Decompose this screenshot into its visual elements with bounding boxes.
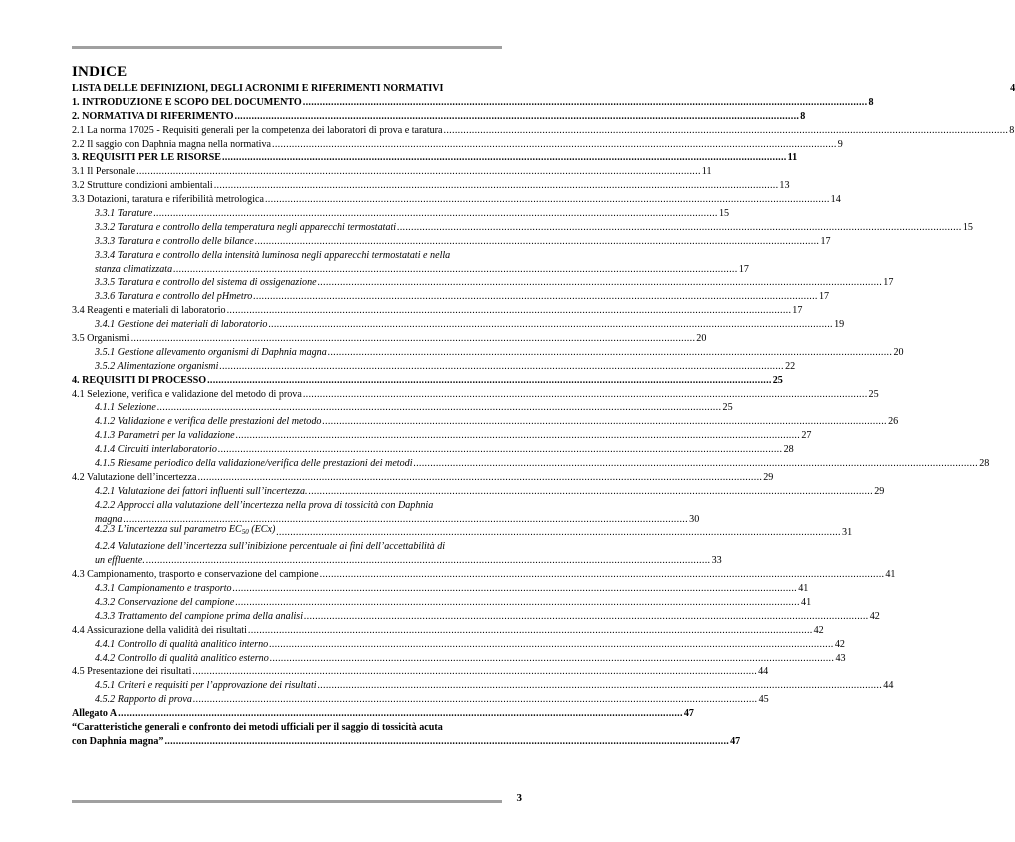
toc-entry-label: 4.1 Selezione, verifica e validazione del metodo di prova xyxy=(72,388,302,400)
leader-dots xyxy=(248,624,813,638)
toc-entry-label: 3.3.2 Taratura e controllo della temperatura negli apparecchi termostatati xyxy=(95,221,397,233)
leader-dots xyxy=(265,193,830,207)
toc-entry[interactable] xyxy=(72,179,790,193)
toc-entry[interactable] xyxy=(72,124,1015,138)
toc-page-number: 44 xyxy=(883,680,894,692)
toc-page-number: 17 xyxy=(818,291,830,303)
toc-entry[interactable] xyxy=(72,235,831,249)
toc-entry-label: con Daphnia magna” xyxy=(72,735,164,747)
toc-page-number: 20 xyxy=(893,346,904,358)
leader-dots xyxy=(136,165,701,179)
toc-entry-label[interactable]: 4.2.4 Valutazione dell’incertezza sull’inibizione percentuale ai fini dell’accettabilità di xyxy=(95,541,446,553)
toc-entry-label: 4.5.2 Rapporto di prova xyxy=(95,694,192,706)
toc-page-number: 19 xyxy=(834,319,845,331)
toc-entry[interactable] xyxy=(72,610,880,624)
leader-dots xyxy=(320,568,885,582)
toc-entry[interactable] xyxy=(72,276,894,290)
toc-entry-label: 4.3.1 Campionamento e trasporto xyxy=(95,583,232,595)
toc-page-number: 28 xyxy=(783,444,794,456)
leader-dots xyxy=(207,374,772,388)
toc-page-number: 29 xyxy=(763,471,774,483)
toc-page-number: 33 xyxy=(711,555,722,567)
top-rule xyxy=(72,46,502,49)
toc-entry-label: 3.4 Reagenti e materiali di laboratorio xyxy=(72,305,226,317)
toc-entry-label: 1. INTRODUZIONE E SCOPO DEL DOCUMENTO xyxy=(72,96,302,108)
toc-entry-label: 2.2 Il saggio con Daphnia magna nella normativa xyxy=(72,138,272,150)
toc-page-number: 25 xyxy=(722,402,733,414)
leader-dots xyxy=(303,388,868,402)
leader-dots xyxy=(164,735,729,749)
toc-entry[interactable] xyxy=(72,679,894,693)
toc-entry[interactable] xyxy=(72,332,707,346)
toc-page-number: 17 xyxy=(792,305,803,317)
toc-entry[interactable] xyxy=(72,360,796,374)
toc-page-number: 26 xyxy=(888,416,899,428)
leader-dots xyxy=(303,96,868,110)
toc-entry-label: 4.1.1 Selezione xyxy=(95,402,156,414)
toc-entry-label: LISTA DELLE DEFINIZIONI, DEGLI ACRONIMI E RIFERIMENTI NORMATIVI xyxy=(72,82,444,94)
page-number: 3 xyxy=(516,792,522,804)
toc-entry[interactable] xyxy=(72,263,749,277)
leader-dots xyxy=(444,124,1009,138)
leader-dots xyxy=(233,582,798,596)
toc-entry[interactable] xyxy=(72,554,722,568)
toc-page-number: 28 xyxy=(979,458,990,470)
leader-dots xyxy=(146,554,711,568)
toc-entry[interactable] xyxy=(72,568,896,582)
leader-dots xyxy=(270,652,835,666)
toc-entry[interactable] xyxy=(72,346,904,360)
toc-entry[interactable] xyxy=(72,471,774,485)
toc-page-number: 17 xyxy=(883,277,894,289)
toc-entry-label: 3.3.5 Taratura e controllo del sistema di ossigenazione xyxy=(95,277,317,289)
leader-dots xyxy=(157,401,722,415)
toc-entry[interactable] xyxy=(72,96,874,110)
leader-dots xyxy=(309,485,874,499)
toc-entry-label: 4.4.2 Controllo di qualità analitico esterno xyxy=(95,652,269,664)
toc-page-number: 41 xyxy=(885,569,896,581)
toc-entry-label: 3. REQUISITI PER LE RISORSE xyxy=(72,152,221,164)
leader-dots xyxy=(328,346,893,360)
leader-dots xyxy=(198,471,763,485)
leader-dots xyxy=(118,707,683,721)
toc-entry-label: 4.1.2 Validazione e verifica delle prestazioni del metodo xyxy=(95,416,322,428)
toc-page-number: 42 xyxy=(869,610,880,622)
toc-page-number: 43 xyxy=(835,652,846,664)
leader-dots xyxy=(322,415,887,429)
toc-entry-label: 4.5 Presentazione dei risultati xyxy=(72,666,192,678)
leader-dots xyxy=(236,429,801,443)
toc-entry[interactable] xyxy=(72,582,809,596)
leader-dots xyxy=(218,443,783,457)
leader-dots xyxy=(235,110,800,124)
toc-page-number: 47 xyxy=(730,735,741,747)
toc-page-number: 42 xyxy=(813,624,824,636)
toc-entry[interactable] xyxy=(72,138,843,152)
toc-entry[interactable] xyxy=(72,707,694,721)
toc-entry[interactable] xyxy=(72,624,824,638)
page-title: INDICE xyxy=(72,64,128,80)
toc-page-number: 8 xyxy=(800,110,806,122)
toc-entry[interactable] xyxy=(72,652,846,666)
toc-entry-label: 4.1.5 Riesame periodico della validazione/verifica delle prestazioni dei metodi xyxy=(95,458,413,470)
toc-page-number: 29 xyxy=(874,485,885,497)
leader-dots xyxy=(318,276,883,290)
toc-entry-label: 3.5 Organismi xyxy=(72,333,130,345)
toc-entry-label: 3.3.3 Taratura e controllo delle bilance xyxy=(95,235,254,247)
toc-entry-label: 4.2.3 L’incertezza sul parametro $EC_{50}$ (ECx) xyxy=(95,524,276,537)
toc-entry-label: 4.4 Assicurazione della validità dei risultati xyxy=(72,624,247,636)
leader-dots xyxy=(268,318,833,332)
toc-page-number: 17 xyxy=(820,235,831,247)
toc-entry[interactable] xyxy=(72,693,769,707)
toc-entry-label: 4.4.1 Controllo di qualità analitico interno xyxy=(95,638,269,650)
toc-page-number: 8 xyxy=(868,96,874,108)
toc-page-number: 20 xyxy=(696,333,707,345)
toc-entry-label: 4. REQUISITI DI PROCESSO xyxy=(72,374,207,386)
toc-entry-label: 2.1 La norma 17025 - Requisiti generali per la competenza dei laboratori di prova e taratura xyxy=(72,124,443,136)
toc-entry[interactable] xyxy=(72,485,885,499)
leader-dots xyxy=(235,596,800,610)
toc-entry-label: 3.5.2 Alimentazione organismi xyxy=(95,360,219,372)
toc-entry-label: 4.5.1 Criteri e requisiti per l’approvazione dei risultati xyxy=(95,680,317,692)
toc-entry[interactable] xyxy=(72,457,990,471)
subscript: 50 xyxy=(241,528,249,537)
toc-page-number: 30 xyxy=(689,513,700,525)
toc-entry-label[interactable]: “Caratteristiche generali e confronto dei metodi ufficiali per il saggio di tossicità acuta xyxy=(72,721,443,733)
toc-entry-label: 3.3 Dotazioni, taratura e riferibilità metrologica xyxy=(72,194,264,206)
toc-entry[interactable] xyxy=(72,221,973,235)
toc-entry-label[interactable]: 3.3.4 Taratura e controllo della intensità luminosa negli apparecchi termostatati e nella xyxy=(95,249,451,261)
toc-entry-label: 3.2 Strutture condizioni ambientali xyxy=(72,180,213,192)
toc-entry[interactable] xyxy=(72,429,812,443)
leader-dots xyxy=(173,263,738,277)
toc-page-number: 8 xyxy=(1009,124,1015,136)
toc-entry[interactable] xyxy=(72,443,794,457)
leader-dots xyxy=(214,179,779,193)
toc-page-number: 25 xyxy=(868,388,879,400)
toc-entry-label: un effluente. xyxy=(95,555,145,567)
toc-entry[interactable] xyxy=(72,290,830,304)
table-of-contents xyxy=(72,82,1015,749)
toc-entry[interactable] xyxy=(72,415,899,429)
leader-dots xyxy=(222,151,787,165)
toc-entry[interactable] xyxy=(72,193,841,207)
toc-page-number: 4 xyxy=(1010,82,1015,94)
toc-page-number: 17 xyxy=(738,263,749,275)
leader-dots xyxy=(255,235,820,249)
toc-entry[interactable] xyxy=(72,110,806,124)
toc-page-number: 41 xyxy=(798,583,809,595)
toc-entry-label: 4.3.3 Trattamento del campione prima della analisi xyxy=(95,610,304,622)
toc-page-number: 41 xyxy=(801,596,812,608)
leader-dots xyxy=(272,138,837,152)
leader-dots xyxy=(153,207,718,221)
toc-entry[interactable] xyxy=(72,388,879,402)
toc-entry[interactable] xyxy=(72,165,712,179)
toc-entry[interactable] xyxy=(72,401,733,415)
toc-page-number: 25 xyxy=(772,374,783,386)
toc-page-number: 31 xyxy=(842,527,853,539)
toc-entry-label: 3.4.1 Gestione dei materiali di laboratorio xyxy=(95,319,268,331)
toc-entry-label: 4.1.3 Parametri per la validazione xyxy=(95,430,235,442)
toc-entry-label: Allegato A xyxy=(72,708,118,720)
toc-page-number: 27 xyxy=(801,430,812,442)
toc-page-number: 44 xyxy=(758,666,769,678)
leader-dots xyxy=(318,679,883,693)
toc-page-number: 9 xyxy=(837,138,843,150)
toc-page-number: 47 xyxy=(683,708,694,720)
toc-entry-label: 3.3.6 Taratura e controllo del pHmetro xyxy=(95,291,253,303)
toc-entry[interactable] xyxy=(72,524,853,541)
toc-page-number: 42 xyxy=(834,638,845,650)
toc-entry[interactable] xyxy=(72,665,769,679)
toc-page-number: 15 xyxy=(719,208,730,219)
toc-entry-label: 2. NORMATIVA DI RIFERIMENTO xyxy=(72,110,234,122)
toc-entry-label: stanza climatizzata xyxy=(95,263,173,275)
toc-entry-label: 4.1.4 Circuiti interlaboratorio xyxy=(95,444,217,456)
toc-entry[interactable] xyxy=(72,596,812,610)
leader-dots xyxy=(269,638,834,652)
toc-entry[interactable] xyxy=(72,151,798,165)
leader-dots xyxy=(192,665,757,679)
toc-entry-label: 4.2.1 Valutazione dei fattori influenti sull’incertezza. xyxy=(95,485,308,497)
toc-entry[interactable] xyxy=(72,304,803,318)
leader-dots xyxy=(131,332,696,346)
toc-entry-label: 4.3 Campionamento, trasporto e conservazione del campione xyxy=(72,569,319,581)
toc-entry[interactable] xyxy=(72,638,845,652)
toc-page-number: 14 xyxy=(830,194,841,206)
toc-entry-label: 3.5.1 Gestione allevamento organismi di Daphnia magna xyxy=(95,346,327,358)
leader-dots xyxy=(397,221,962,235)
leader-dots xyxy=(276,526,841,540)
toc-page-number: 45 xyxy=(758,694,769,706)
leader-dots xyxy=(227,304,792,318)
toc-entry[interactable] xyxy=(72,207,730,221)
toc-entry-label[interactable]: 4.2.2 Approcci alla valutazione dell’incertezza nella prova di tossicità con Daphnia xyxy=(95,499,434,511)
toc-entry[interactable] xyxy=(72,82,1015,96)
toc-entry[interactable] xyxy=(72,318,845,332)
toc-page-number: 11 xyxy=(701,166,712,178)
toc-entry-label: magna xyxy=(95,513,123,525)
toc-entry[interactable] xyxy=(72,374,783,388)
toc-page-number: 11 xyxy=(787,152,798,164)
leader-dots xyxy=(253,290,818,304)
toc-page-number: 13 xyxy=(779,180,790,192)
toc-entry-label: 3.3.1 Tarature xyxy=(95,208,153,219)
toc-page-number: 22 xyxy=(785,360,796,372)
leader-dots xyxy=(304,610,869,624)
toc-entry-label: 3.1 Il Personale xyxy=(72,166,136,178)
toc-page-number: 15 xyxy=(962,221,973,233)
toc-entry-label: 4.2 Valutazione dell’incertezza xyxy=(72,471,197,483)
toc-entry-label: 4.3.2 Conservazione del campione xyxy=(95,596,235,608)
leader-dots xyxy=(219,360,784,374)
leader-dots xyxy=(193,693,758,707)
toc-entry[interactable] xyxy=(72,735,741,749)
bottom-rule xyxy=(72,800,502,803)
leader-dots xyxy=(414,457,979,471)
